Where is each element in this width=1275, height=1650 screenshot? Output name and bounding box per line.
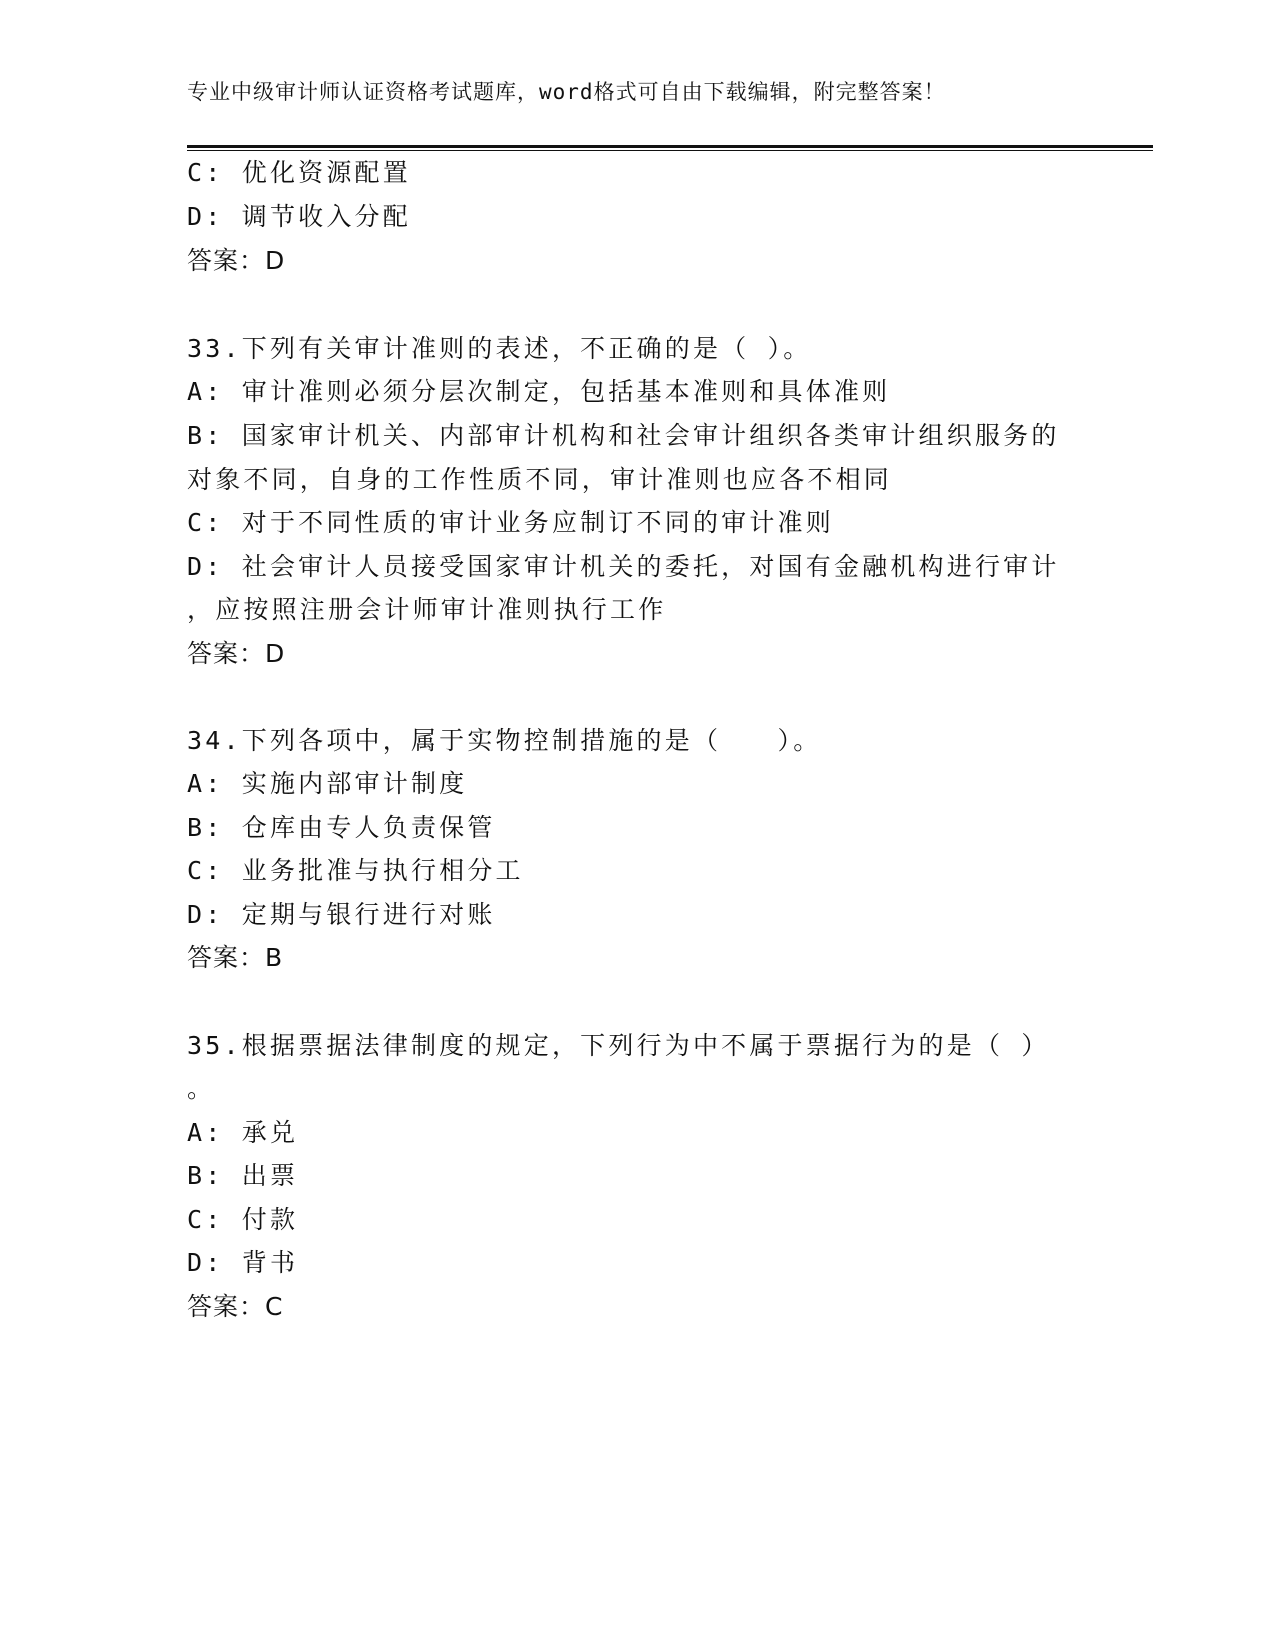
q33-option-b-line1: B: 国家审计机关、内部审计机构和社会审计组织各类审计组织服务的: [187, 421, 1060, 450]
q34-question: 34.下列各项中，属于实物控制措施的是（ ）。: [187, 726, 822, 755]
q35-question-line1: 35.根据票据法律制度的规定，下列行为中不属于票据行为的是（ ）: [187, 1031, 1050, 1060]
q35-question-line2: 。: [187, 1074, 216, 1103]
q33-answer: 答案：D: [187, 639, 286, 668]
q33-option-d-line1: D: 社会审计人员接受国家审计机关的委托，对国有金融机构进行审计: [187, 552, 1060, 581]
q35-option-d: D: 背书: [187, 1248, 299, 1277]
q34-answer: 答案：B: [187, 943, 284, 972]
q34-option-b: B: 仓库由专人负责保管: [187, 813, 496, 842]
q32-option-d: D: 调节收入分配: [187, 202, 411, 231]
q33-question: 33.下列有关审计准则的表述，不正确的是（ ）。: [187, 334, 812, 363]
q35-option-c: C: 付款: [187, 1205, 299, 1234]
q33-option-b-line2: 对象不同，自身的工作性质不同，审计准则也应各不相同: [187, 465, 893, 494]
q33-option-d-line2: ，应按照注册会计师审计准则执行工作: [187, 595, 667, 624]
q32-answer: 答案：D: [187, 246, 286, 275]
q35-answer: 答案：C: [187, 1292, 284, 1321]
q35-option-a: A: 承兑: [187, 1118, 299, 1147]
q34-option-a: A: 实施内部审计制度: [187, 769, 468, 798]
q35-option-b: B: 出票: [187, 1161, 299, 1190]
header-divider-thin: [187, 150, 1153, 151]
q32-option-c: C: 优化资源配置: [187, 158, 411, 187]
q33-option-a: A: 审计准则必须分层次制定，包括基本准则和具体准则: [187, 377, 891, 406]
q34-option-d: D: 定期与银行进行对账: [187, 900, 496, 929]
q34-option-c: C: 业务批准与执行相分工: [187, 856, 524, 885]
page-header: 专业中级审计师认证资格考试题库，word格式可自由下载编辑，附完整答案！: [187, 80, 946, 104]
header-divider-thick: [187, 145, 1153, 148]
q33-option-c: C: 对于不同性质的审计业务应制订不同的审计准则: [187, 508, 834, 537]
